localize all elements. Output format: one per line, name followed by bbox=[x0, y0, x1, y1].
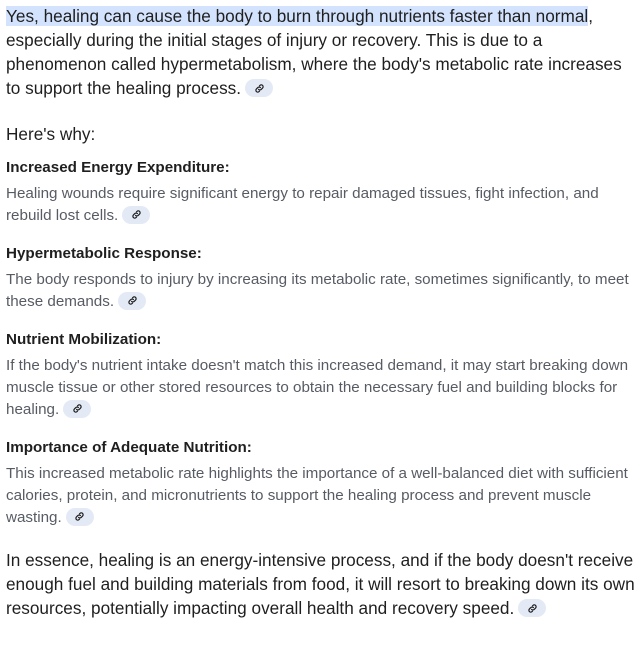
citation-link-button[interactable] bbox=[118, 292, 146, 310]
link-icon bbox=[527, 603, 538, 614]
outro-paragraph bbox=[6, 548, 636, 620]
link-icon bbox=[254, 83, 265, 94]
link-icon bbox=[74, 511, 85, 522]
section-body bbox=[6, 355, 636, 421]
section-body-text: The body responds to injury by increasing its metabolic rate, sometimes significantly, to meet these demands. bbox=[6, 271, 629, 310]
link-icon bbox=[131, 209, 142, 220]
section-heading: Nutrient Mobilization: bbox=[6, 331, 162, 348]
section-body bbox=[6, 183, 636, 227]
section-body bbox=[6, 463, 636, 529]
intro-paragraph bbox=[6, 4, 631, 100]
section-heading: Importance of Adequate Nutrition: bbox=[6, 439, 252, 456]
section-heading: Increased Energy Expenditure: bbox=[6, 159, 230, 176]
section-energy-expenditure bbox=[6, 158, 636, 227]
highlighted-sentence[interactable]: Yes, healing can cause the body to burn through nutrients faster than normal bbox=[6, 6, 589, 26]
link-icon bbox=[127, 295, 138, 306]
citation-link-button[interactable] bbox=[245, 79, 273, 97]
citation-link-button[interactable] bbox=[122, 206, 150, 224]
heres-why-label: Here's why: bbox=[6, 124, 96, 144]
section-body-text: Healing wounds require significant energy to repair damaged tissues, fight infection, and rebuild lost cells. bbox=[6, 185, 599, 224]
section-body bbox=[6, 269, 636, 313]
section-nutrient-mobilization bbox=[6, 330, 636, 421]
outro-text: In essence, healing is an energy-intensive process, and if the body doesn't receive enough fuel and building materials from food, it will resort to breaking down its own resources, potentially impacting overall health and recovery speed. bbox=[6, 550, 635, 618]
section-heading: Hypermetabolic Response: bbox=[6, 245, 202, 262]
section-body-text: If the body's nutrient intake doesn't match this increased demand, it may start breaking down muscle tissue or other stored resources to obtain the necessary fuel and building blocks for healing. bbox=[6, 357, 629, 418]
citation-link-button[interactable] bbox=[66, 508, 94, 526]
section-adequate-nutrition bbox=[6, 438, 636, 529]
link-icon bbox=[72, 403, 83, 414]
intro-rest: , especially during the initial stages of injury or recovery. This is due to a phenomenon called hypermetabolism, where the body's metabolic rate increases to support the healing process. bbox=[6, 6, 622, 98]
section-body-text: This increased metabolic rate highlights the importance of a well-balanced diet with sufficient calories, protein, and micronutrients to support the healing process and prevent muscle wasting. bbox=[6, 465, 628, 526]
section-hypermetabolic-response bbox=[6, 244, 636, 313]
citation-link-button[interactable] bbox=[63, 400, 91, 418]
citation-link-button[interactable] bbox=[518, 599, 546, 617]
